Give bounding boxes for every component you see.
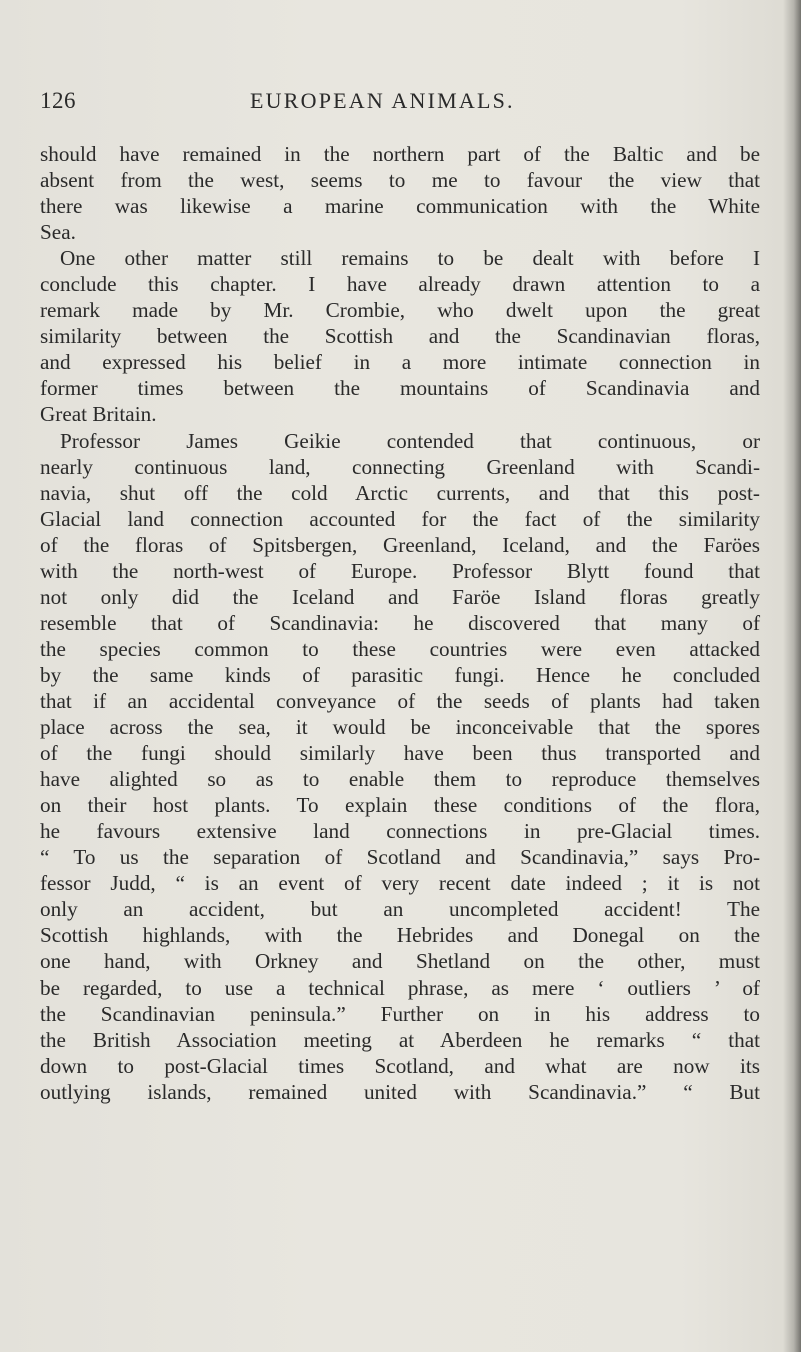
page-header — [40, 88, 760, 118]
text-line: conclude this chapter. I have already drawn attention to a — [40, 272, 760, 297]
text-line: of the fungi should similarly have been thus transported and — [40, 741, 760, 766]
running-title: EUROPEAN ANIMALS. — [250, 88, 515, 113]
text-line: fessor Judd, “ is an event of very recent date indeed ; it is not — [40, 871, 760, 896]
text-line: Sea. — [40, 220, 76, 245]
text-line: former times between the mountains of Scandinavia and — [40, 376, 760, 401]
text-line: nearly continuous land, connecting Greenland with Scandi- — [40, 454, 760, 479]
text-line: there was likewise a marine communication with the White — [40, 194, 760, 219]
text-line: absent from the west, seems to me to favour the view that — [40, 168, 760, 193]
text-line: he favours extensive land connections in pre-Glacial times. — [40, 819, 760, 844]
text-line: “ To us the separation of Scotland and Scandinavia,” says Pro- — [40, 845, 760, 870]
text-line: not only did the Iceland and Faröe Island floras greatly — [40, 584, 760, 609]
text-line: One other matter still remains to be dealt with before I — [60, 246, 760, 271]
text-line: Scottish highlands, with the Hebrides and Donegal on the — [40, 923, 760, 948]
text-line: one hand, with Orkney and Shetland on the other, must — [40, 949, 760, 974]
text-line: remark made by Mr. Crombie, who dwelt upon the great — [40, 298, 760, 323]
page-edge-shadow — [783, 0, 801, 1352]
text-line: and expressed his belief in a more intimate connection in — [40, 350, 760, 375]
text-line: down to post-Glacial times Scotland, and what are now its — [40, 1053, 760, 1078]
text-line: only an accident, but an uncompleted accident! The — [40, 897, 760, 922]
text-line: navia, shut off the cold Arctic currents, and that this post- — [40, 480, 760, 505]
text-line: Glacial land connection accounted for the fact of the similarity — [40, 506, 760, 531]
text-line: should have remained in the northern part of the Baltic and be — [40, 142, 760, 166]
text-line: have alighted so as to enable them to reproduce themselves — [40, 767, 760, 792]
text-line: with the north-west of Europe. Professor Blytt found that — [40, 558, 760, 583]
text-line: by the same kinds of parasitic fungi. Hence he concluded — [40, 662, 760, 687]
text-line: Great Britain. — [40, 402, 157, 427]
text-line: place across the sea, it would be inconceivable that the spores — [40, 715, 760, 740]
text-line: be regarded, to use a technical phrase, as mere ‘ outliers ’ of — [40, 975, 760, 1000]
text-line: similarity between the Scottish and the Scandinavian floras, — [40, 324, 760, 349]
text-line: the species common to these countries were even attacked — [40, 636, 760, 661]
text-line: the Scandinavian peninsula.” Further on in his address to — [40, 1001, 760, 1026]
text-line: resemble that of Scandinavia: he discovered that many of — [40, 610, 760, 635]
body-text — [40, 141, 760, 1105]
text-line: that if an accidental conveyance of the seeds of plants had taken — [40, 688, 760, 713]
text-line: of the floras of Spitsbergen, Greenland, Iceland, and the Faröes — [40, 532, 760, 557]
page-number: 126 — [40, 88, 76, 113]
text-line: the British Association meeting at Aberdeen he remarks “ that — [40, 1027, 760, 1052]
text-line: outlying islands, remained united with Scandinavia.” “ But — [40, 1079, 760, 1104]
text-line: on their host plants. To explain these conditions of the flora, — [40, 793, 760, 818]
text-line: Professor James Geikie contended that continuous, or — [60, 428, 760, 453]
